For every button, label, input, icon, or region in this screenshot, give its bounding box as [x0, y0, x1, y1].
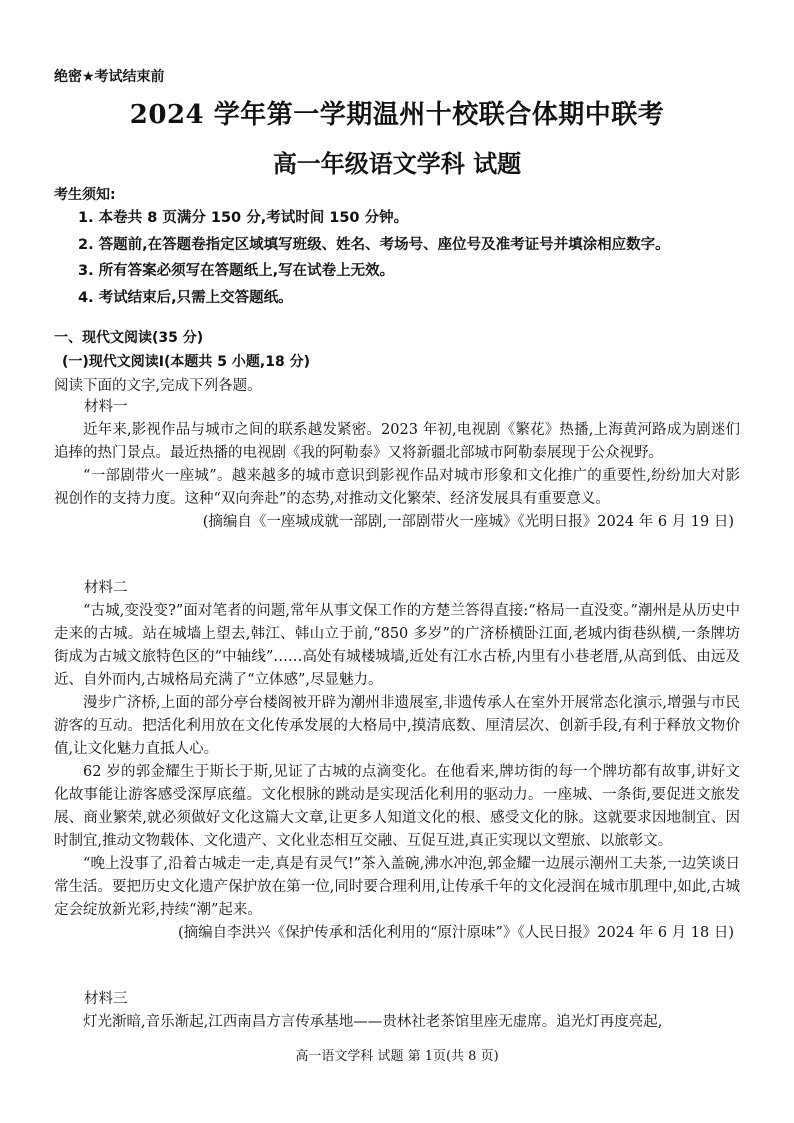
notice-item: 3. 所有答案必须写在答题纸上,写在试卷上无效。 [78, 263, 395, 279]
notice-list [78, 205, 758, 311]
paragraph: “一部剧带火一座城”。越来越多的城市意识到影视作品对城市形象和文化推广的重要性,纷纷加大对影视创作的支持力度。这种“双向奔赴”的态势,对推动文化繁荣、经济发展具有重要意义。 [54, 468, 740, 507]
material-label: 材料一 [84, 399, 128, 415]
notice-item: 2. 答题前,在答题卷指定区域填写班级、姓名、考场号、座位号及准考证号并填涂相应数字。 [78, 236, 670, 253]
notice-item: 4. 考试结束后,只需上交答题纸。 [78, 289, 293, 306]
paragraph: 灯光渐暗,音乐渐起,江西南昌方言传承基地——贵林社老茶馆里座无虚席。追光灯再度亮起, [83, 1014, 663, 1030]
material-1-block [54, 396, 740, 534]
exam-subtitle: 高一年级语文学科 试题 [272, 150, 522, 178]
notice-item: 1. 本卷共 8 页满分 150 分,考试时间 150 分钟。 [78, 210, 409, 226]
exam-title: 2024 学年第一学期温州十校联合体期中联考 [129, 100, 665, 130]
paragraph: 近年来,影视作品与城市之间的联系越发紧密。2023 年初,电视剧《繁花》热播,上海黄河路成为剧迷们追捧的热门景点。最近热播的电视剧《我的阿勒泰》又将新疆北部城市阿勒泰展现于公众视野。 [54, 422, 740, 461]
material-label: 材料二 [84, 580, 128, 596]
reading-instruction: 阅读下面的文字,完成下列各题。 [54, 378, 262, 394]
confidential-label: 绝密★考试结束前 [54, 69, 165, 85]
material-3-block [54, 988, 740, 1034]
section-heading: 一、现代文阅读(35 分) [54, 330, 204, 346]
paragraph: 漫步广济桥,上面的部分亭台楼阁被开辟为潮州非遗展室,非遗传承人在室外开展常态化演示,增强与市民游客的互动。把活化利用放在文化传承发展的大格局中,摸清底数、厘清层次、创新手段,有利于释放文物价值,让文化魅力直抵人心。 [54, 695, 740, 757]
source-citation: (摘编自李洪兴《保护传承和活化利用的“原汁原味”》《人民日报》2024 年 6 月 18 日) [177, 925, 734, 941]
paragraph: 62 岁的郭金耀生于斯长于斯,见证了古城的点滴变化。在他看来,牌坊街的每一个牌坊都有故事,讲好文化故事能让游客感受深厚底蕴。文化根脉的跳动是实现活化利用的驱动力。一座城、一条街,要促进文旅发展、商业繁荣,就必须做好文化这篇大文章,让更多人知道文化的根、感受文化的脉。这就要求因地制宜、因时制宜,推动文物载体、文化遗产、文化业态相互交融、互促互进,真正实现以文塑旅、以旅彰文。 [54, 764, 740, 849]
notice-heading: 考生须知: [54, 187, 116, 203]
section-subheading: (一)现代文阅读Ⅰ(本题共 5 小题,18 分) [62, 354, 310, 370]
paragraph: “古城,变没变?”面对笔者的问题,常年从事文保工作的方楚兰答得直接:“格局一直没变。”潮州是从历史中走来的古城。站在城墙上望去,韩江、韩山立于前,“850 多岁”的广济桥横卧江面,老城内街巷纵横,一条牌坊街成为古城文旅特色区的“中轴线”……高处有城楼城墙,近处有江水古桥,内里有小巷老厝,从高到低、由远及近、自外而内,古城格局充满了“立体感”,尽显魅力。 [54, 603, 740, 688]
paragraph: “晚上没事了,沿着古城走一走,真是有灵气!”茶入盖碗,沸水冲泡,郭金耀一边展示潮州工夫茶,一边笑谈日常生活。要把历史文化遗产保护放在第一位,同时要合理利用,让传承千年的文化浸润在城市肌理中,如此,古城定会绽放新光彩,持续“潮”起来。 [54, 856, 740, 918]
page-footer: 高一语文学科 试题 第 1页(共 8 页) [295, 1049, 499, 1064]
material-2-block [54, 577, 740, 945]
material-label: 材料三 [84, 991, 128, 1007]
source-citation: (摘编自《一座城成就一部剧,一部剧带火一座城》《光明日报》2024 年 6 月 19 日) [202, 514, 734, 530]
